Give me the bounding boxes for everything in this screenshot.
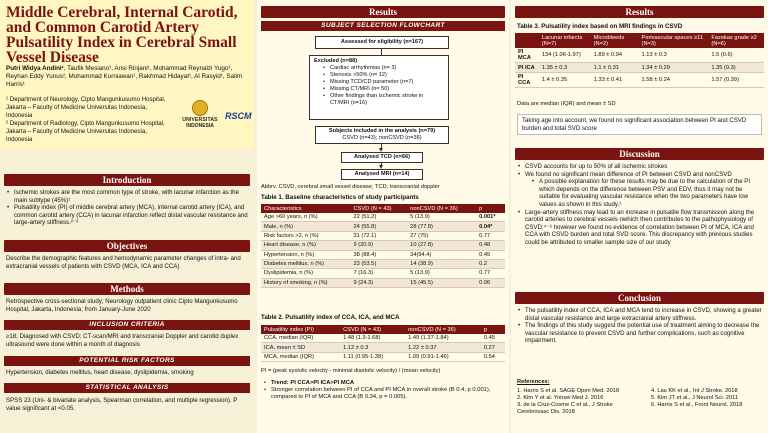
table-cell: CCA, median (IQR)	[261, 334, 340, 343]
reference-item: 5. Kim JT et al., J Neurol Sci. 2011	[651, 395, 739, 401]
table-row	[261, 213, 505, 222]
table-cell: 1.1 ± 0.31	[591, 63, 639, 72]
table-cell: Male, n (%)	[261, 222, 350, 231]
table-cell: 7 (16.3)	[350, 269, 407, 278]
flow-excluded-box	[309, 55, 449, 120]
table-row	[261, 259, 505, 268]
excluded-item: • Other findings than ischemic stroke in CT/MRI (n=16)	[322, 93, 444, 107]
statistical-analysis-heading: STATISTICAL ANALYSIS	[4, 383, 250, 393]
table-cell: 0.48	[476, 241, 505, 250]
table-header-cell: p	[476, 204, 505, 213]
table-cell: Hypertension, n (%)	[261, 250, 350, 259]
trend-bullet: • Trend: PI CCA>PI ICA>PI MCA	[263, 380, 505, 387]
table-cell: 1.48 (1.3-1.68)	[340, 334, 405, 343]
table-cell: Risk factors >2, n (%)	[261, 231, 350, 240]
table-cell: 1.35 (0.3)	[708, 63, 764, 72]
table-cell: 0.2	[476, 259, 505, 268]
table-cell: 0.04*	[476, 222, 505, 231]
table-cell: History of smoking, n (%)	[261, 278, 350, 287]
left-column	[0, 0, 254, 433]
table-cell: 1.09 (0.91-1.46)	[405, 352, 481, 361]
table-row	[261, 241, 505, 250]
table-cell: 23 (53.5)	[350, 259, 407, 268]
table-cell: 27 (75)	[407, 231, 476, 240]
methods-body: Retrospective cross-sectional study; Neurology outpatient clinic Cipto Mangunkusumo Hospital, Jakarta, Indonesia; from January-June 2020	[6, 298, 238, 313]
table-row	[261, 222, 505, 231]
included-line-1: Subjects included in the analysis (n=79)	[328, 128, 436, 134]
flow-analysed-mri-box: Analysed MRI (n=14)	[341, 169, 423, 180]
table-row	[261, 352, 505, 361]
discussion-bullet: • Large-artery stiffness may lead to an increase in pulsatile flow transmission along the carotid arteries to cerebral vessels nwhich then contributes to the pathophysiology of CSVD;⁴⁻⁶ however we found no evidence of correlation between PI of MCA, ICA and CCA with CSVD burden and total SVD score. This discrepancy with previous studies could be attributed to smaller sample size of our study	[517, 209, 764, 247]
ui-seal-icon	[192, 100, 208, 116]
table-cell: PI ICA	[515, 63, 539, 72]
table-cell: 9 (24.3)	[350, 278, 407, 287]
flow-included-box	[315, 126, 449, 144]
table-cell: 1.33 ± 0.41	[591, 72, 639, 87]
table-cell: 1.89 ± 0.94	[591, 48, 639, 63]
authors	[6, 65, 250, 89]
excluded-title: Excluded (n=88)	[314, 58, 358, 64]
excluded-item: • Missing CT/MRI (n= 50)	[322, 86, 444, 93]
table-cell: Diabetes mellitus, n (%)	[261, 259, 350, 268]
table-cell: 1.5 (0.6)	[708, 48, 764, 63]
results-heading-right: Results	[515, 6, 764, 18]
results-heading-mid: Results	[261, 6, 505, 18]
table-cell: 0.45	[481, 334, 505, 343]
discussion-bullet: • We found no significant mean difference of PI between CSVD and nonCSVD • A possible explanation for these results may be due to the calculation of the PI which depends on the difference between PSV and EDV, thus it may not be suitable for evaluating vascular resistance when the two parameters have low values as shown in this study.¹	[517, 171, 764, 209]
conclusion-heading: Conclusion	[515, 292, 764, 304]
mri-findings-table	[515, 33, 764, 88]
excluded-item: • Stenosis >50% (n= 12)	[322, 72, 444, 79]
discussion-body	[517, 163, 764, 247]
flow-assessed-box: Assessed for eligibility (n=167)	[315, 36, 449, 49]
table-header-cell: CSVD (N = 43)	[340, 325, 405, 334]
discussion-sub-bullet: • A possible explanation for these results may be due to the calculation of the PI which depends on the difference between PSV and EDV, thus it may not be suitable for evaluating vascular resistance when the two parameters have low values as shown in this study.¹	[531, 178, 764, 208]
risk-factors-heading: POTENTIAL RISK FACTORS	[4, 356, 250, 366]
references-left	[517, 388, 635, 416]
table-header-cell: Pulsatility index (PI)	[261, 325, 340, 334]
table-row	[515, 48, 764, 63]
table-cell: 31 (72.1)	[350, 231, 407, 240]
excluded-item: • Cardiac arrhythmias (n= 3)	[322, 65, 444, 72]
table-cell: 0.54	[481, 352, 505, 361]
table-cell: 24 (55.8)	[350, 222, 407, 231]
reference-item: 3. de la Cruz-Cosme C et al., J Stroke Cerebrovasc Dis. 2018	[517, 402, 613, 415]
table-header-cell: nonCSVD (N = 36)	[407, 204, 476, 213]
flowchart-heading: SUBJECT SELECTION FLOWCHART	[261, 21, 505, 31]
affiliation-1: ¹ Department of Neurology, Cipto Mangunkusumo Hospital, Jakarta – Faculty of Medicine Universitas Indonesia, Indonesia	[6, 96, 166, 119]
pulsatility-index-table	[261, 325, 505, 362]
methods-heading: Methods	[4, 283, 250, 295]
table3-note: Data are median (IQR) and mean ± SD	[517, 101, 616, 107]
table-header-cell: p	[481, 325, 505, 334]
table-cell: PI MCA	[515, 48, 539, 63]
table-cell: 134 (1.06-1.97)	[539, 48, 591, 63]
table-cell: 1.34 ± 0.29	[639, 63, 709, 72]
affiliation-2: ² Department of Radiology, Cipto Mangunkusumo Hospital, Jakarta – Faculty of Medicine Universitas Indonesia, Indonesia	[6, 120, 165, 143]
table-cell: 9 (20.9)	[350, 241, 407, 250]
table-cell: ICA, mean ± SD	[261, 343, 340, 352]
objectives-heading: Objectives	[4, 240, 250, 252]
table-header-cell: Perivascular spaces ≥11 (N=3)	[639, 33, 709, 48]
statistical-analysis-body: SPSS 23 (Uni- & bivariate analysis, Spearman correlation, and multiple regression). P value significant at <0.05.	[6, 397, 238, 412]
table-cell: 1.12 ± 0.3	[340, 343, 405, 352]
table-cell: 10 (27.8)	[407, 241, 476, 250]
affiliations	[6, 96, 166, 144]
first-author: Putri Widya Andini¹	[6, 65, 64, 72]
table-cell: Heart disease, n (%)	[261, 241, 350, 250]
poster-title: Middle Cerebral, Internal Carotid, and Common Carotid Artery Pulsatility Index in Cerebral Small Vessel Disease	[6, 4, 238, 66]
table-cell: 1.57 (0.39)	[708, 72, 764, 87]
table-row	[261, 250, 505, 259]
table-header-cell: CSVD (N = 43)	[350, 204, 407, 213]
trend-bullet: • Stronger correlation between PI of CCA and PI MCA in overall stroke (B 0.4, p 0.001), compared to PI of MCA and CCA (B 0.34, p = 0.005).	[263, 387, 505, 401]
introduction-heading: Introduction	[4, 174, 250, 186]
discussion-heading: Discussion	[515, 148, 764, 160]
table-row	[261, 231, 505, 240]
reference-item: 6. Harris S et al., Front Neurol. 2018	[651, 402, 743, 408]
table3-caption: Table 3. Pulsatility index based on MRI findings in CSVD	[517, 23, 683, 30]
objectives-body: Describe the demographic features and hemodynamic parameter changes of intra- and extracranial vessels of patients with CSVD (MCA, ICA and CCA)	[6, 255, 241, 270]
table-cell: 0.001*	[476, 213, 505, 222]
table-cell: 1.35 ± 0.3	[539, 63, 591, 72]
table-cell: 1.58 ± 0.24	[639, 72, 709, 87]
references-right	[651, 388, 764, 409]
flow-analysed-tcd-box: Analysed TCD (n=66)	[341, 152, 423, 163]
table-cell: 22 (51.2)	[350, 213, 407, 222]
table-cell: 1.49 (1.37-1.84)	[405, 334, 481, 343]
reference-item: 1. Harris S et al. SAGE Open Med. 2018	[517, 388, 620, 394]
table-row	[515, 72, 764, 87]
included-line-2: CSVD (n=43); nonCSVD (n=36)	[342, 135, 422, 141]
table-cell: 1.22 ± 0.37	[405, 343, 481, 352]
table-row	[261, 343, 505, 352]
universitas-indonesia-logo: UNIVERSITAS INDONESIA	[178, 100, 222, 132]
table-row	[515, 63, 764, 72]
table-cell: 5 (13.9)	[407, 269, 476, 278]
reference-item: 4. Lau KK et al., Int J Stroke. 2018	[651, 388, 738, 394]
middle-column	[257, 0, 509, 433]
excluded-item: • Missing TCD/CD parameter (n=7)	[322, 79, 444, 86]
discussion-bullet: • CSVD accounts for up to 50% of all ischemic strokes	[517, 163, 764, 171]
trend-findings	[263, 380, 505, 402]
co-authors: , Taufik Mesiano¹, Ansi Rinjani¹, Mohammad Reynalzi Yugo¹, Reyhan Eddy Yunus², Mohammad Kurniawan¹, Rakhmad Hidayat¹, Al Rasyid¹, Salim Harris¹	[6, 65, 243, 88]
table-cell: 0.77	[476, 231, 505, 240]
table-header-row	[515, 33, 764, 48]
references-heading: References:	[517, 379, 550, 385]
reference-item: 2. Kim Y et al. Yonsei Med J. 2016	[517, 395, 604, 401]
table-cell: 1.4 ± 0.35	[539, 72, 591, 87]
table-header-cell: Fazekas grade ≥2 (N=6)	[708, 33, 764, 48]
flowchart-abbreviations: Abbrv. CSVD, cerebral small vessel disease; TCD, transcranial doppler	[261, 184, 440, 190]
table-row	[261, 334, 505, 343]
table-header-cell: Lacunar infarcts (N=7)	[539, 33, 591, 48]
table-header-cell: nonCSVD (N = 36)	[405, 325, 481, 334]
right-column	[511, 0, 768, 433]
table2-caption: Table 2. Pulsatility index of CCA, ICA, and MCA	[261, 314, 400, 321]
conclusion-bullet: • The pulsatility index of CCA, ICA and MCA tend to increase in CSVD, showing a greater distal vascular resistance and large extracranial artery stiffness.	[517, 307, 764, 322]
table-cell: Age >60 years, n (%)	[261, 213, 350, 222]
conclusion-body	[517, 307, 764, 345]
pi-formula-note: PI = (peak systolic velocity - minimal diastolic velocity) / (mean velocity)	[261, 368, 441, 374]
table-cell: 28 (77.8)	[407, 222, 476, 231]
table-header-cell	[515, 33, 539, 48]
table-cell: 38 (88.4)	[350, 250, 407, 259]
table-header-cell: Characteristics	[261, 204, 350, 213]
table-cell: MCA, median (IQR)	[261, 352, 340, 361]
takeaway-box: Taking age into account, we found no significant association between PI and CSVD burden and total SVD score	[517, 114, 762, 135]
inclusion-criteria-body: ≥18; Diagnosed with CSVD; CT-scan/MRI and transcranial Doppler and carotid duplex ultrasound were done within a month of diagnosis	[6, 333, 239, 348]
table-cell: Dyslipidemia, n (%)	[261, 269, 350, 278]
table1-caption: Table 1. Baseline characteristics of study participants	[261, 194, 419, 201]
table-header-row	[261, 204, 505, 213]
table-cell: 1.11 (0.95-1.38)	[340, 352, 405, 361]
intro-bullet: • Pulsatility index (PI) of middle cerebral artery (MCA), internal carotid artery (ICA), and common carotid artery (CCA) in lacunar infarction reflect distal vascular resistance and large-artery stiffness.²⁻³	[6, 204, 250, 227]
table-cell: 0.77	[476, 269, 505, 278]
introduction-body	[6, 189, 250, 227]
table-cell: 0.27	[481, 343, 505, 352]
intro-bullet: • Ischemic strokes are the most common type of stroke, with lacunar infarction as the main subtype (45%)¹	[6, 189, 250, 204]
table-row	[261, 269, 505, 278]
table-row	[261, 278, 505, 287]
table-cell: PI CCA	[515, 72, 539, 87]
table-cell: 34(94.4)	[407, 250, 476, 259]
table-cell: 15 (45.5)	[407, 278, 476, 287]
risk-factors-body: Hypertension, diabetes mellitus, heart disease, dyslipidemia, smoking	[6, 369, 194, 376]
table-cell: 0.06	[476, 278, 505, 287]
table-cell: 1.13 ± 0.3	[639, 48, 709, 63]
table-cell: 0.45	[476, 250, 505, 259]
table-cell: 5 (13.9)	[407, 213, 476, 222]
baseline-characteristics-table	[261, 204, 505, 288]
conclusion-bullet: • The findings of this study suggest the potential use of treatment aiming to decrease the vascular resistance to prevent CSVD and further complications, such as cognitive impairment.	[517, 322, 764, 345]
table-header-row	[261, 325, 505, 334]
table-cell: 14 (38.9)	[407, 259, 476, 268]
rscm-logo: RSCM	[225, 111, 252, 121]
table-header-cell: Microbleeds (N=2)	[591, 33, 639, 48]
inclusion-criteria-heading: INCLUSION CRITERIA	[4, 320, 250, 330]
